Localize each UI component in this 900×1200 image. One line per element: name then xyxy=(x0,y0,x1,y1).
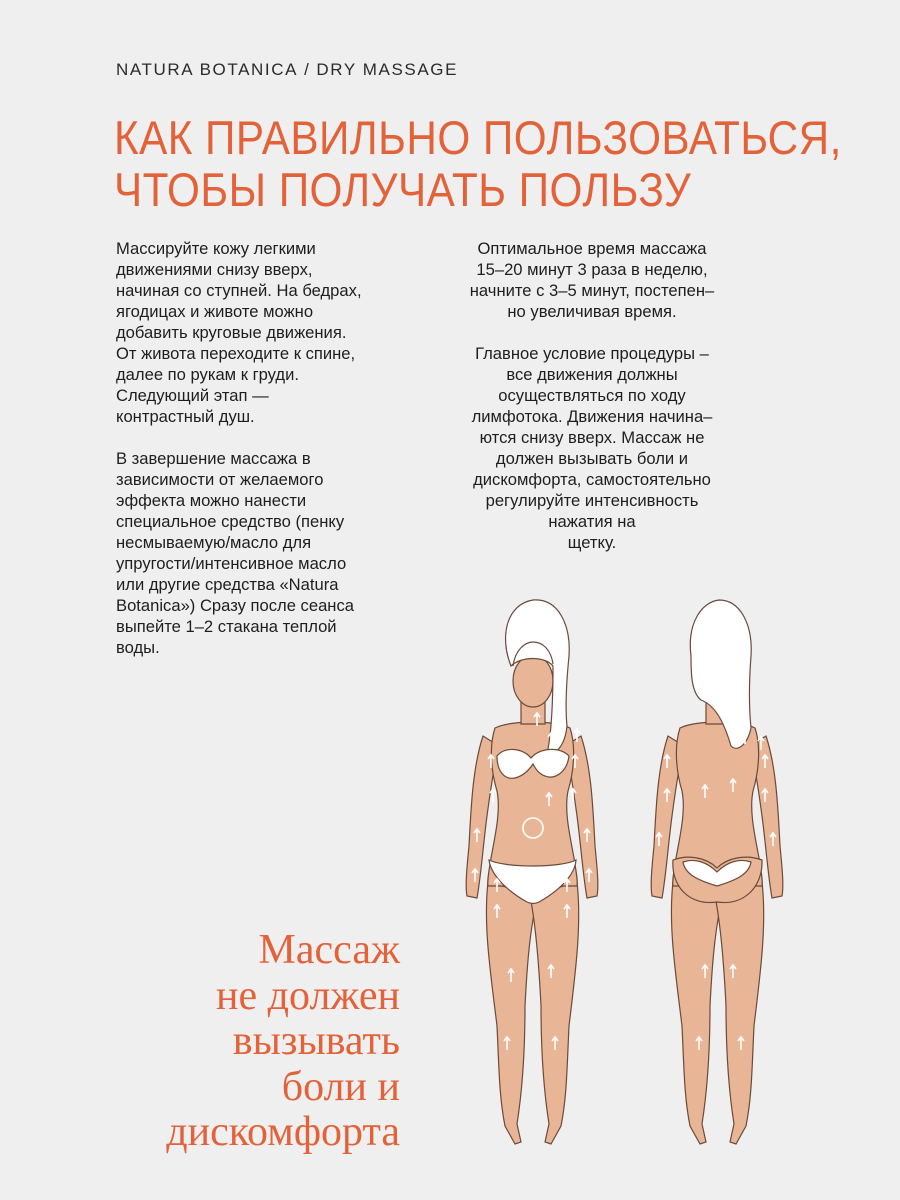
woman-back-icon xyxy=(651,600,783,1144)
right-paragraph-2: Главное условие процедуры – все движения должны осуществляться по ходу лимфотока. Движения начина– ются снизу вверх. Массаж не должен вызывать боли и дискомфорта, самостоятельно регулируйте интенсивность нажатия на щетку. xyxy=(471,344,713,552)
title-line-2: ЧТОБЫ ПОЛУЧАТЬ ПОЛЬЗУ xyxy=(114,163,692,216)
massage-illustration xyxy=(455,596,795,1160)
pull-quote: Массаж не должен вызывать боли и дискомфорта xyxy=(166,927,400,1155)
right-paragraph-1: Оптимальное время массажа 15–20 минут 3 раза в неделю, начните с 3–5 минут, постепен– но увеличивая время. xyxy=(469,239,715,321)
brand-header xyxy=(116,60,458,80)
left-paragraph-2: В завершение массажа в зависимости от желаемого эффекта можно нанести специальное средство (пенку несмываемую/масло для упругости/интенсивное масло или другие средства «Natura Botanica») Сразу после сеанса выпейте 1–2 стакана теплой воды. xyxy=(116,449,355,657)
brand-name: NATURA BOTANICA xyxy=(116,60,299,79)
title-line-1: КАК ПРАВИЛЬНО ПОЛЬЗОВАТЬСЯ, xyxy=(114,111,842,164)
page-title xyxy=(114,112,842,216)
illustration-svg xyxy=(455,596,795,1160)
woman-front-icon xyxy=(466,600,598,1144)
left-paragraph-1: Массируйте кожу легкими движениями снизу вверх, начиная со ступней. На бедрах, ягодицах и животе можно добавить круговые движения. От живота переходите к спине, далее по рукам к груди. Следующий этап — контрастный душ. xyxy=(116,239,362,426)
right-column xyxy=(437,238,747,574)
brand-separator: / xyxy=(304,60,311,79)
left-column xyxy=(116,238,416,679)
product-name: DRY MASSAGE xyxy=(316,60,459,79)
